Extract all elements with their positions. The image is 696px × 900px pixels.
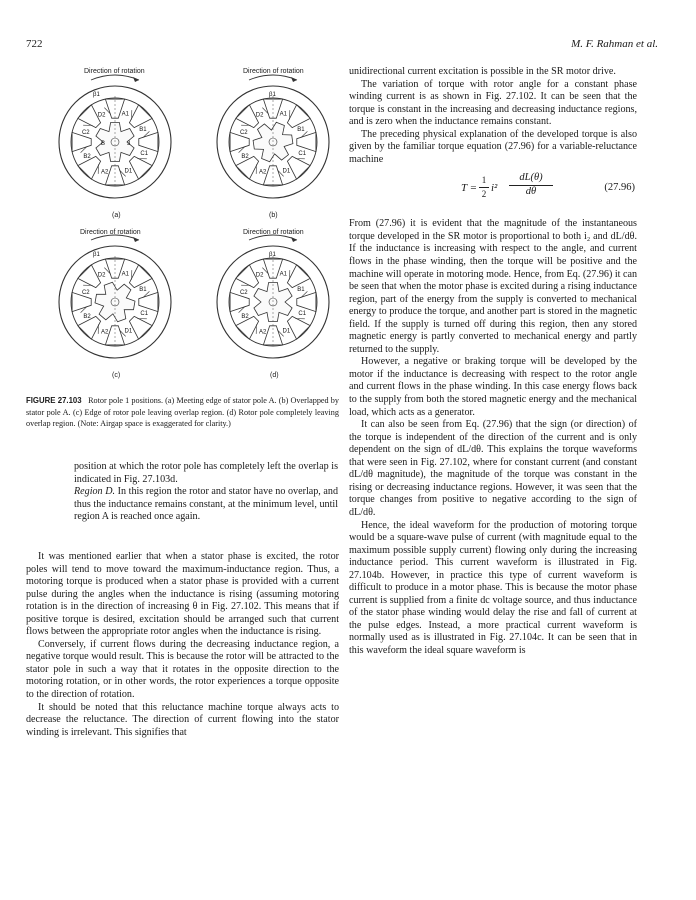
motor-diagram-0 bbox=[59, 75, 171, 198]
stator-pole-label: B2 bbox=[83, 153, 91, 160]
right-column bbox=[349, 66, 637, 658]
stator-pole-label: A1 bbox=[121, 271, 130, 278]
stator-pole-label: B2 bbox=[83, 313, 91, 320]
right-paragraph-5: It can also be seen from Eq. (27.96) that the sign (or direction) of the torque is independent of the direction of the current and is only dependent on the sign of dL/dθ. This explains the torque waveforms that were seen in Fig. 27.102, where for constant current (and constant dL/dθ magnitude), the magnitude of the torque was constant in the rising or decreasing inductance regions. However, it was seen that the torque changes from positive to negative according to the sign of dL/dθ. bbox=[349, 419, 637, 518]
figure-caption bbox=[26, 395, 339, 430]
right-paragraph-6: Hence, the ideal waveform for the production of motoring torque would be a square-wave pulse of current (with magnitude equal to the maximum possible supply current) flowing only during the increasing inductance period. This current waveform is illustrated in Fig. 27.104b. However, in practice this type of current waveform is difficult to produce in a motor phase. This is because the motor phase current is supplied from a finite dc voltage source, and thus inductance of the stator phase winding would delay the rise and fall of current at the pulse edges. Instead, a more practical current waveform is normally used as is illustrated in Fig. 27.104c. It can be seen that in this waveform the ideal square waveform is bbox=[349, 519, 637, 656]
equation-number: (27.96) bbox=[604, 182, 635, 194]
stator-pole bbox=[129, 105, 152, 128]
stator-pole-label: A1 bbox=[279, 111, 288, 118]
right-paragraph-2: The preceding physical explanation of the developed torque is also given by the familiar torque equation (27.96) for a variable-reluctance machine bbox=[349, 128, 637, 165]
direction-label-c: Direction of rotation bbox=[80, 229, 141, 236]
right-paragraph-3: From (27.96) it is evident that the magnitude of the instantaneous torque developed in the SR motor is proportional to both i₂ and dL/dθ. If the inductance is increasing with respect to the angle, and current flows in the phase winding, then the torque will be positive and the machine will operate in motoring mode. Hence, from Eq. (27.96) it can be seen that when the motor phase is excited during a rising inductance region, part of the energy from the supply is converted to mechanical energy to produce the torque, and another part is stored in the magnetic field. If the supply is turned off during this region, then any stored magnetic energy is partly converted to mechanical energy and partly returned to the supply. bbox=[349, 218, 637, 355]
stator-pole-label: D1 bbox=[124, 168, 133, 175]
motor-diagram-2 bbox=[59, 235, 171, 358]
derivative-numerator: dL(θ) bbox=[519, 172, 543, 184]
stator-pole-label: B2 bbox=[241, 313, 249, 320]
equation-current-squared: i² bbox=[491, 182, 498, 195]
stator-pole-label: B1 bbox=[139, 287, 147, 294]
stator-pole-label: B2 bbox=[241, 153, 249, 160]
right-paragraph-4: However, a negative or braking torque will be developed by the motor if the inductance is decreasing with respect to the rotor angle and current flows in the phase winding. In this case energy flows back to the supply from both the stored magnetic energy and the mechanical load, which acts as a generator. bbox=[349, 356, 637, 418]
stator-pole bbox=[287, 265, 310, 288]
stator-pole bbox=[287, 316, 310, 339]
direction-label-b: Direction of rotation bbox=[243, 68, 304, 75]
rotor-label: B bbox=[101, 141, 106, 147]
panel-label-c: (c) bbox=[112, 372, 121, 379]
motor-diagrams bbox=[40, 62, 340, 392]
direction-label-d: Direction of rotation bbox=[243, 229, 304, 236]
motor-diagram-3 bbox=[217, 235, 329, 358]
stator-pole bbox=[139, 132, 158, 151]
stator-pole-label: B1 bbox=[139, 127, 147, 134]
left-column bbox=[26, 551, 339, 739]
stator-pole bbox=[129, 265, 152, 288]
stator-pole-label: C2 bbox=[239, 290, 248, 297]
stator-pole-label: A2 bbox=[100, 329, 109, 336]
stator-pole-label: D2 bbox=[97, 272, 106, 279]
right-paragraph-1: The variation of torque with rotor angle for a constant phase winding current is as shown in Fig. 27.102. It can be seen that the torque is constant in the increasing and decreasing inductance regions, and is zero when the inductance remains constant. bbox=[349, 78, 637, 128]
right-paragraph-0: unidirectional current excitation is possible in the SR motor drive. bbox=[349, 66, 616, 77]
caption-text: Rotor pole 1 positions. (a) Meeting edge of stator pole A. (b) Overlapped by stator pole A. (c) Edge of rotor pole leaving overlap region. (d) Rotor pole completely leaving overlap region. (Note: Airgap space is exaggerated for clarity.) bbox=[26, 396, 339, 428]
derivative-denominator: dθ bbox=[509, 185, 553, 199]
stator-pole bbox=[129, 156, 152, 179]
stator-pole bbox=[297, 292, 316, 311]
beta-label: β1 bbox=[93, 252, 100, 258]
stator-pole-label: C2 bbox=[81, 130, 90, 137]
stator-pole-label: D1 bbox=[124, 328, 133, 335]
equation-lhs: T = bbox=[461, 182, 478, 195]
left-paragraph-3: It should be noted that this reluctance machine torque always acts to decrease the reluctance. The direction of current flowing into the stator winding is irrelevant. This signifies that bbox=[26, 701, 339, 738]
direction-label-a: Direction of rotation bbox=[84, 68, 145, 75]
caption-label: FIGURE 27.103 bbox=[26, 396, 82, 405]
running-header-authors: M. F. Rahman et al. bbox=[571, 38, 658, 50]
stator-pole-label: A2 bbox=[258, 329, 267, 336]
stator-pole-label: D2 bbox=[255, 112, 264, 119]
stator-pole bbox=[297, 132, 316, 151]
half-numerator: 1 bbox=[481, 175, 487, 186]
indent-paragraph-1: position at which the rotor pole has completely left the overlap is indicated in Fig. 27.103d. bbox=[74, 461, 338, 485]
stator-pole-label: A2 bbox=[258, 169, 267, 176]
stator-pole-label: D1 bbox=[282, 168, 291, 175]
beta-label: β1 bbox=[269, 92, 276, 98]
panel-label-a: (a) bbox=[112, 212, 121, 219]
motor-diagram-1 bbox=[217, 75, 329, 198]
left-paragraph-1: It was mentioned earlier that when a stator phase is excited, the rotor poles will tend to move toward the maximum-inductance region. Thus, a motoring torque is produced when a stator phase is provided with a current pulse during the angles when the inductance is rising (assuming motoring rotation is in the direction of increasing θ in Fig. 27.102. This means that if positive torque is desired, excitation should be arranged such that current flows between the appropriate rotor angles when the inductance is rising. bbox=[26, 551, 339, 638]
rotor-label: 3 bbox=[127, 141, 131, 147]
stator-pole-label: B1 bbox=[297, 127, 305, 134]
half-denominator: 2 bbox=[479, 187, 489, 201]
indent-paragraph-2 bbox=[74, 486, 338, 524]
stator-pole-label: C1 bbox=[140, 310, 149, 317]
rotation-arrow-icon bbox=[91, 75, 139, 80]
stator-pole-label: C2 bbox=[239, 130, 248, 137]
equation-derivative bbox=[509, 172, 553, 198]
region-d-text: In this region the rotor and stator have no overlap, and thus the inductance remains constant, at the minimum level, until region A is reached once again. bbox=[74, 486, 338, 523]
stator-pole-label: A1 bbox=[121, 111, 130, 118]
stator-pole-label: C2 bbox=[81, 290, 90, 297]
stator-pole bbox=[287, 156, 310, 179]
stator-pole bbox=[139, 292, 158, 311]
region-d-label: Region D. bbox=[74, 486, 116, 498]
stator-pole-label: A1 bbox=[279, 271, 288, 278]
stator-pole-label: B1 bbox=[297, 287, 305, 294]
page-number: 722 bbox=[26, 38, 43, 50]
beta-label: β1 bbox=[269, 252, 276, 258]
stator-pole-label: C1 bbox=[298, 310, 307, 317]
stator-pole-label: D2 bbox=[97, 112, 106, 119]
stator-pole bbox=[129, 316, 152, 339]
torque-equation bbox=[349, 172, 637, 212]
figure-27-103 bbox=[40, 62, 340, 392]
stator-pole-label: C1 bbox=[298, 150, 307, 157]
left-paragraph-2: Conversely, if current flows during the decreasing inductance region, a negative torque would result. This is because the rotor will be attracted to the stator pole in such a way that it rotates in the opposite direction to the motoring rotation, or in other words, the rotor experiences a torque opposite to the direction of rotation. bbox=[26, 638, 339, 701]
panel-label-d: (d) bbox=[270, 372, 279, 379]
stator-pole-label: C1 bbox=[140, 150, 149, 157]
rotation-arrow-icon bbox=[249, 75, 297, 80]
stator-pole bbox=[287, 105, 310, 128]
beta-label: β1 bbox=[93, 92, 100, 98]
equation-half bbox=[479, 174, 489, 200]
stator-pole-label: D2 bbox=[255, 272, 264, 279]
stator-pole-label: D1 bbox=[282, 328, 291, 335]
stator-pole-label: A2 bbox=[100, 169, 109, 176]
indented-block bbox=[74, 461, 338, 524]
panel-label-b: (b) bbox=[269, 212, 278, 219]
